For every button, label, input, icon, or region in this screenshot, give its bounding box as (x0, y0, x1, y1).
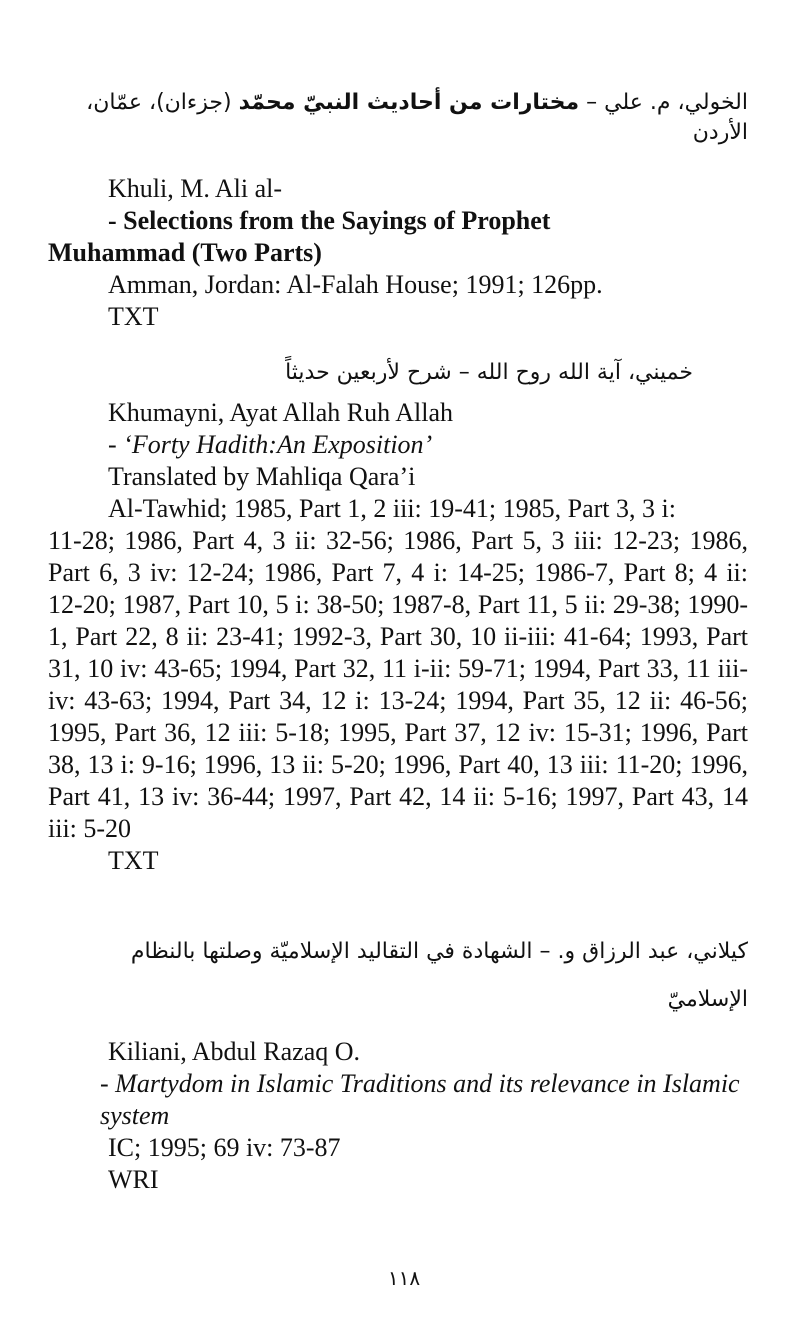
arabic-citation (48, 88, 748, 152)
source-tag: WRI (108, 1165, 159, 1194)
title-line: - ‘Forty Hadith:An Exposition’ (108, 430, 433, 459)
arabic-publication-text: (جزءان)، عمّان، الأردن (86, 90, 748, 145)
arabic-author-text: الخولي، م. علي – (579, 90, 748, 115)
arabic-title-text: مختارات من أحاديث النبيّ محمّد (238, 90, 580, 115)
bibliography-entry (48, 928, 748, 1196)
author-name: Kiliani, Abdul Razaq O. (108, 1037, 361, 1066)
arabic-citation: كيلاني، عبد الرزاق و. – الشهادة في التقاليد الإسلاميّة وصلتها بالنظام الإسلاميّ (130, 939, 748, 1012)
bibliography-entry (48, 88, 748, 333)
publication-info: IC; 1995; 69 iv: 73-87 (108, 1133, 341, 1162)
bibliography-entry (48, 358, 748, 877)
translator-line: Translated by Mahliqa Qara’i (108, 462, 416, 491)
source-tag: TXT (108, 846, 159, 875)
publication-info-continued: 11-28; 1986, Part 4, 3 ii: 32-56; 1986, Part 5, 3 iii: 12-23; 1986, Part 6, 3 iv: 12-24; 1986, Part 7, 4 i: 14-25; 1986-7, Part 8; 4 ii: 12-20; 1987, Part 10, 5 i: 38-50; 1987-8, Part 11, 5 ii: 29-38; 1990-1, Part 22, 8 ii: 23-41; 1992-3, Part 30, 10 ii-iii: 41-64; 1993, Part 31, 10 iv: 43-65; 1994, Part 32, 11 i-ii: 59-71; 1994, Part 33, 11 iii-iv: 43-63; 1994, Part 34, 12 i: 13-24; 1994, Part 35, 12 ii: 46-56; 1995, Part 36, 12 iii: 5-18; 1995, Part 37, 12 iv: 15-31; 1996, Part 38, 13 i: 9-16; 1996, 13 ii: 5-20; 1996, Part 40, 13 iii: 11-20; 1996, Part 41, 13 iv: 36-44; 1997, Part 42, 14 ii: 5-16; 1997, Part 43, 14 iii: 5-20 (48, 526, 748, 843)
title-line: Muhammad (Two Parts) (48, 238, 322, 267)
author-name: Khumayni, Ayat Allah Ruh Allah (108, 398, 453, 427)
publication-info: Al-Tawhid; 1985, Part 1, 2 iii: 19-41; 1985, Part 3, 3 i: (108, 494, 676, 523)
arabic-citation: خميني، آية الله روح الله – شرح لأربعين حديثاً (285, 360, 693, 385)
source-tag: TXT (108, 302, 159, 331)
page-number: ١١٨ (387, 1266, 421, 1290)
title-line: - Martydom in Islamic Traditions and its relevance in Islamic system (100, 1069, 740, 1130)
author-name: Khuli, M. Ali al- (108, 174, 283, 203)
publication-info: Amman, Jordan: Al-Falah House; 1991; 126pp. (108, 270, 603, 299)
title-line: - Selections from the Sayings of Prophet (108, 206, 551, 235)
